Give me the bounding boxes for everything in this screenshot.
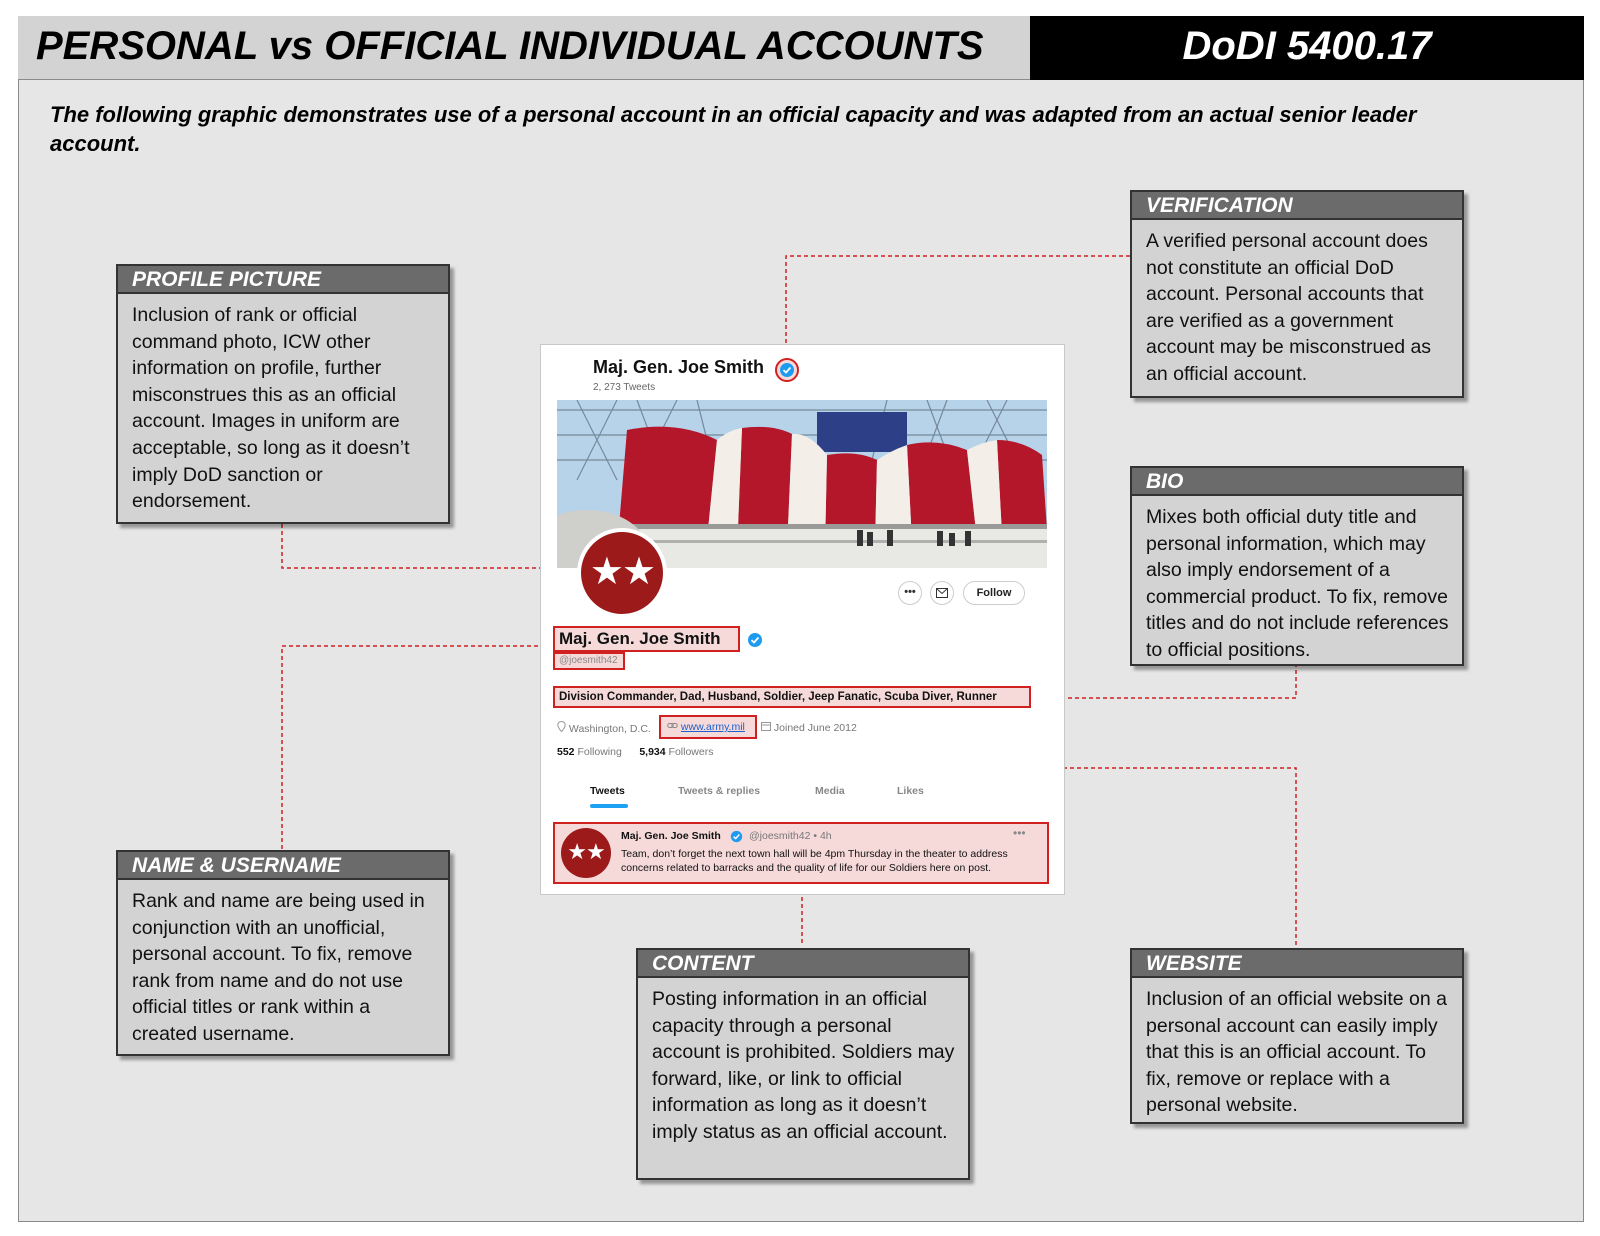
callout-title: PROFILE PICTURE (118, 266, 448, 294)
calendar-icon (761, 721, 771, 731)
tweet-text: Team, don’t forget the next town hall will be 4pm Thursday in the theater to address concerns related to barracks and the quality of life for our Soldiers here on post. (621, 848, 1008, 874)
tab-tweets[interactable]: Tweets (590, 785, 625, 797)
callout-title: CONTENT (638, 950, 968, 978)
callout-body: Rank and name are being used in conjunction with an unofficial, personal account. To fix, remove rank from name and do not use official titles or rank within a created username. (132, 890, 425, 1045)
callout-title: WEBSITE (1132, 950, 1462, 978)
location-pin-icon (557, 721, 566, 732)
profile-website[interactable] (659, 715, 757, 739)
doc-ref-banner (1030, 16, 1584, 80)
tweet-handle-time: @joesmith42 • 4h (749, 830, 832, 842)
tab-media[interactable]: Media (815, 785, 845, 797)
profile-username: @joesmith42 (553, 652, 625, 670)
callout-bio (1130, 466, 1464, 666)
tweet-more-button[interactable]: ••• (1013, 826, 1026, 840)
tweet-avatar[interactable]: ★★ (561, 828, 611, 878)
link-icon (667, 721, 678, 730)
message-button[interactable] (930, 581, 954, 605)
callout-body: Posting information in an official capacity through a personal account is prohibited. Soldiers may forward, like, or link to official information as long as it doesn’t imply status as an official account. (652, 988, 955, 1143)
callout-content (636, 948, 970, 1180)
callout-profile-picture (116, 264, 450, 524)
verified-badge-icon (775, 358, 799, 382)
callout-body: Inclusion of rank or official command photo, ICW other information on profile, further misconstrues this as an official account. Images in uniform are acceptable, so long as it doesn’t imply DoD sanction or endorsement. (132, 304, 410, 513)
profile-stats (557, 746, 713, 758)
tab-likes[interactable]: Likes (897, 785, 924, 797)
active-tab-indicator (590, 804, 628, 808)
tweet-count: 2, 273 Tweets (593, 382, 656, 393)
location-text: Washington, D.C. (568, 723, 651, 735)
following-label: Following (577, 746, 622, 758)
verified-badge-icon (730, 830, 743, 848)
callout-title: NAME & USERNAME (118, 852, 448, 880)
callout-name-username (116, 850, 450, 1056)
followers-count: 5,934 (639, 746, 666, 758)
callout-body: A verified personal account does not constitute an official DoD account. Personal accounts that are verified as a government account may be misconstrued as an official account. (1146, 230, 1432, 385)
profile-avatar[interactable]: ★★ (577, 528, 667, 618)
mail-icon (936, 588, 948, 598)
doc-ref: DoDI 5400.17 (1182, 24, 1432, 68)
intro-text: The following graphic demonstrates use of a personal account in an official capacity and was adapted from an actual senior leader account. (50, 102, 1417, 156)
tweet[interactable] (553, 822, 1049, 884)
profile-bio: Division Commander, Dad, Husband, Soldier, Jeep Fanatic, Scuba Diver, Runner (553, 686, 1031, 708)
followers-label: Followers (668, 746, 714, 758)
tab-tweets-replies[interactable]: Tweets & replies (678, 785, 761, 797)
profile-joined (761, 721, 857, 734)
callout-website (1130, 948, 1464, 1124)
tweet-author[interactable]: Maj. Gen. Joe Smith (621, 830, 721, 842)
callout-title: BIO (1132, 468, 1462, 496)
follow-button[interactable]: Follow (963, 581, 1025, 605)
callout-body: Inclusion of an official website on a personal account can easily imply that this is an official account. To fix, remove or replace with a personal website. (1146, 988, 1447, 1117)
joined-text: Joined June 2012 (773, 722, 857, 734)
profile-display-name: Maj. Gen. Joe Smith (553, 626, 740, 652)
profile-header-name: Maj. Gen. Joe Smith (593, 357, 765, 377)
page-title: PERSONAL vs OFFICIAL INDIVIDUAL ACCOUNTS (36, 24, 984, 68)
callout-verification (1130, 190, 1464, 398)
verified-badge-icon (747, 632, 763, 653)
website-link[interactable]: www.army.mil (680, 721, 745, 733)
callout-body: Mixes both official duty title and personal information, which may also imply endorsement of a commercial product. To fix, remove titles and do not include references to official positions. (1146, 506, 1449, 661)
followers-link[interactable] (639, 746, 713, 758)
following-link[interactable] (557, 746, 622, 758)
more-options-button[interactable]: ••• (898, 581, 922, 605)
following-count: 552 (557, 746, 575, 758)
callout-title: VERIFICATION (1132, 192, 1462, 220)
title-banner (18, 16, 1030, 80)
profile-location (557, 721, 651, 735)
profile-card (540, 344, 1065, 895)
